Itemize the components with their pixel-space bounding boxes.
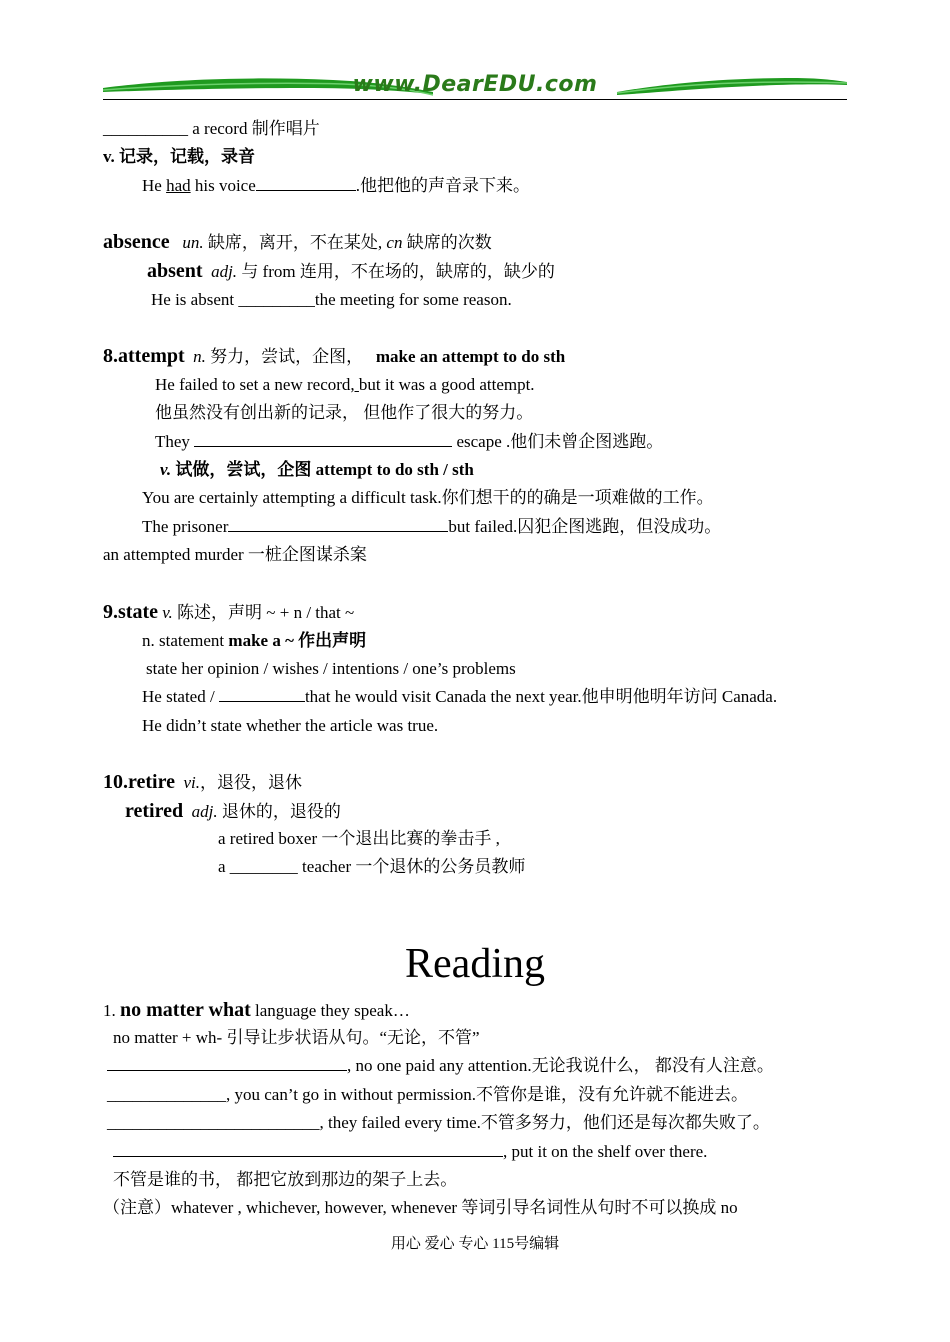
line-reading-exercise4: , put it on the shelf over there. bbox=[113, 1141, 707, 1163]
line-retired-example1: a retired boxer 一个退出比赛的拳击手 , bbox=[218, 829, 500, 848]
line-reading-exercise2: ______________, you can’t go in without permission.不管你是谁，没有允许就不能进去。 bbox=[107, 1085, 748, 1104]
site-logo-text: www.DearEDU.com bbox=[352, 72, 598, 97]
line-reading-rule: no matter + wh- 引导让步状语从句。“无论，不管” bbox=[113, 1028, 480, 1047]
site-header-banner bbox=[103, 70, 847, 102]
line-state-example2: He didn’t state whether the article was true. bbox=[142, 716, 439, 735]
line-reading-translation4: 不管是谁的书， 都把它放到那边的架子上去。 bbox=[113, 1170, 458, 1189]
line-reading-note: （注意）whatever , whichever, however, whenever 等词引导名词性从句时不可以换成 no bbox=[103, 1198, 738, 1217]
line-reading-item1: 1. no matter what language they speak… bbox=[103, 999, 410, 1021]
line-retired-example2: a ________ teacher 一个退休的公务员教师 bbox=[218, 857, 526, 876]
line-attempt-example4: The prisoner but failed.囚犯企图逃跑，但没成功。 bbox=[142, 517, 722, 536]
line-attempt-example1: He failed to set a new record, but it was a good attempt. bbox=[155, 375, 535, 394]
line-record-phrase: __________ a record 制作唱片 bbox=[103, 119, 320, 138]
line-absent-entry: absent adj. 与 from 连用，不在场的，缺席的，缺少的 bbox=[147, 260, 555, 282]
line-absence-entry: absence un. 缺席，离开，不在某处, cn 缺席的次数 bbox=[103, 231, 492, 253]
line-state-entry: 9.state v. 陈述，声明 ~ + n / that ~ bbox=[103, 601, 355, 623]
line-retired-entry: retired adj. 退休的，退役的 bbox=[125, 800, 341, 822]
line-attempt-example3: You are certainly attempting a difficult task.你们想干的的确是一项难做的工作。 bbox=[142, 488, 714, 507]
line-attempt-verb: v. 试做，尝试，企图 attempt to do sth / sth bbox=[160, 460, 474, 479]
line-state-example1: He stated / that he would visit Canada the next year.他申明他明年访问 Canada. bbox=[142, 687, 778, 706]
line-record-verb: v. 记录，记载，录音 bbox=[103, 147, 256, 166]
line-reading-exercise1: , no one paid any attention.无论我说什么， 都没有人注意。 bbox=[107, 1055, 774, 1077]
line-reading-exercise3: _________________________, they failed every time.不管多努力，他们还是每次都失败了。 bbox=[107, 1113, 770, 1132]
section-title-reading: Reading bbox=[405, 941, 545, 987]
line-state-noun: n. statement make a ~ 作出声明 bbox=[142, 631, 367, 650]
line-retire-entry: 10.retire vi.，退役，退休 bbox=[103, 771, 303, 793]
line-record-example: He had his voice .他把他的声音录下来。 bbox=[142, 176, 531, 195]
page-footer: 用心 爱心 专心 115号编辑 bbox=[390, 1236, 560, 1252]
line-attempt-translation1: 他虽然没有创出新的记录， 但他作了很大的努力。 bbox=[155, 403, 534, 422]
header-divider bbox=[103, 99, 847, 100]
line-attempt-entry: 8.attempt n. 努力，尝试，企图， make an attempt to do sth bbox=[103, 345, 566, 367]
line-absent-example: He is absent _________the meeting for some reason. bbox=[151, 290, 512, 309]
line-attempt-example2: They escape .他们未曾企图逃跑。 bbox=[155, 432, 664, 451]
line-attempt-example5: an attempted murder 一桩企图谋杀案 bbox=[103, 545, 367, 564]
line-state-collocations: state her opinion / wishes / intentions / one’s problems bbox=[146, 659, 516, 678]
